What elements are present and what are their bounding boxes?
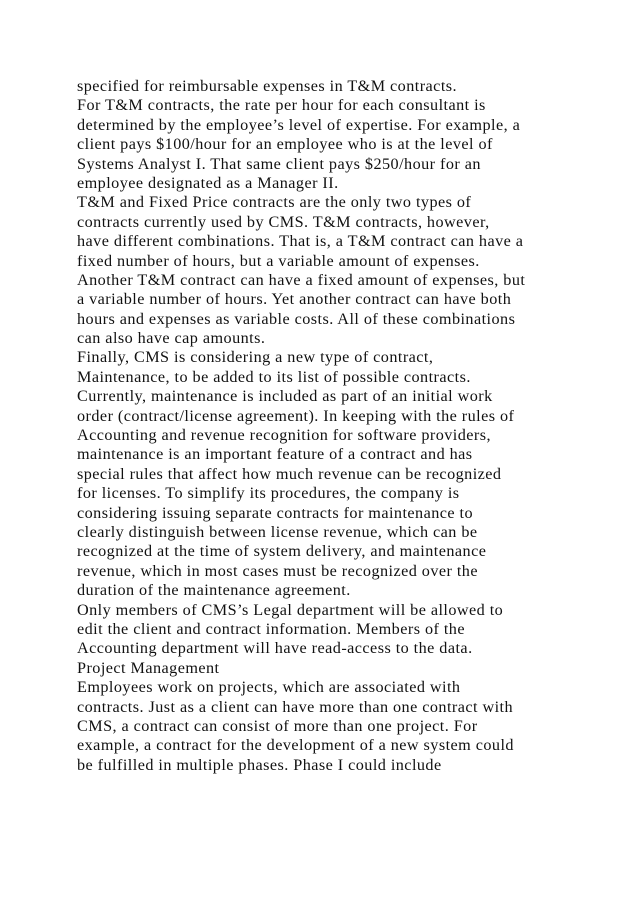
text-line: Another T&M contract can have a fixed amount of expenses, but — [77, 270, 526, 289]
text-line: employee designated as a Manager II. — [77, 173, 339, 192]
text-line: CMS, a contract can consist of more than one project. For — [77, 716, 478, 735]
section-heading: Project Management — [77, 658, 220, 677]
text-line: recognized at the time of system delivery, and maintenance — [77, 542, 487, 561]
text-line: hours and expenses as variable costs. All of these combinations — [77, 309, 516, 328]
text-line: edit the client and contract information. Members of the — [77, 619, 465, 638]
text-line: Only members of CMS’s Legal department will be allowed to — [77, 600, 504, 619]
text-line: Accounting department will have read-access to the data. — [77, 639, 473, 658]
text-line: duration of the maintenance agreement. — [77, 581, 351, 600]
text-line: example, a contract for the development of a new system could — [77, 736, 514, 755]
text-line: Employees work on projects, which are associated with — [77, 678, 461, 697]
text-line: contracts. Just as a client can have more than one contract with — [77, 697, 514, 716]
text-line: clearly distinguish between license revenue, which can be — [77, 522, 478, 541]
text-line: for licenses. To simplify its procedures, the company is — [77, 484, 460, 503]
text-line: Systems Analyst I. That same client pays $250/hour for an — [77, 154, 481, 173]
text-line: be fulfilled in multiple phases. Phase I could include — [77, 755, 442, 774]
text-line: For T&M contracts, the rate per hour for each consultant is — [77, 96, 486, 115]
text-line: Currently, maintenance is included as part of an initial work — [77, 387, 493, 406]
text-line: special rules that affect how much revenue can be recognized — [77, 464, 502, 483]
body-text — [77, 77, 577, 775]
text-line: considering issuing separate contracts for maintenance to — [77, 503, 474, 522]
text-line: client pays $100/hour for an employee who is at the level of — [77, 135, 493, 154]
text-line: a variable number of hours. Yet another contract can have both — [77, 290, 512, 309]
text-line: fixed number of hours, but a variable amount of expenses. — [77, 251, 480, 270]
text-line: contracts currently used by CMS. T&M contracts, however, — [77, 212, 490, 231]
text-line: T&M and Fixed Price contracts are the only two types of — [77, 193, 472, 212]
text-line: specified for reimbursable expenses in T&M contracts. — [77, 77, 458, 95]
text-line: order (contract/license agreement). In keeping with the rules of — [77, 406, 515, 425]
text-line: can also have cap amounts. — [77, 329, 266, 348]
text-line: maintenance is an important feature of a contract and has — [77, 445, 473, 464]
text-line: Accounting and revenue recognition for software providers, — [77, 426, 492, 445]
text-line: Finally, CMS is considering a new type of contract, — [77, 348, 434, 367]
text-line: have different combinations. That is, a T&M contract can have a — [77, 232, 524, 251]
text-line: revenue, which in most cases must be recognized over the — [77, 561, 478, 580]
text-line: determined by the employee’s level of expertise. For example, a — [77, 115, 521, 134]
text-line: Maintenance, to be added to its list of possible contracts. — [77, 367, 471, 386]
